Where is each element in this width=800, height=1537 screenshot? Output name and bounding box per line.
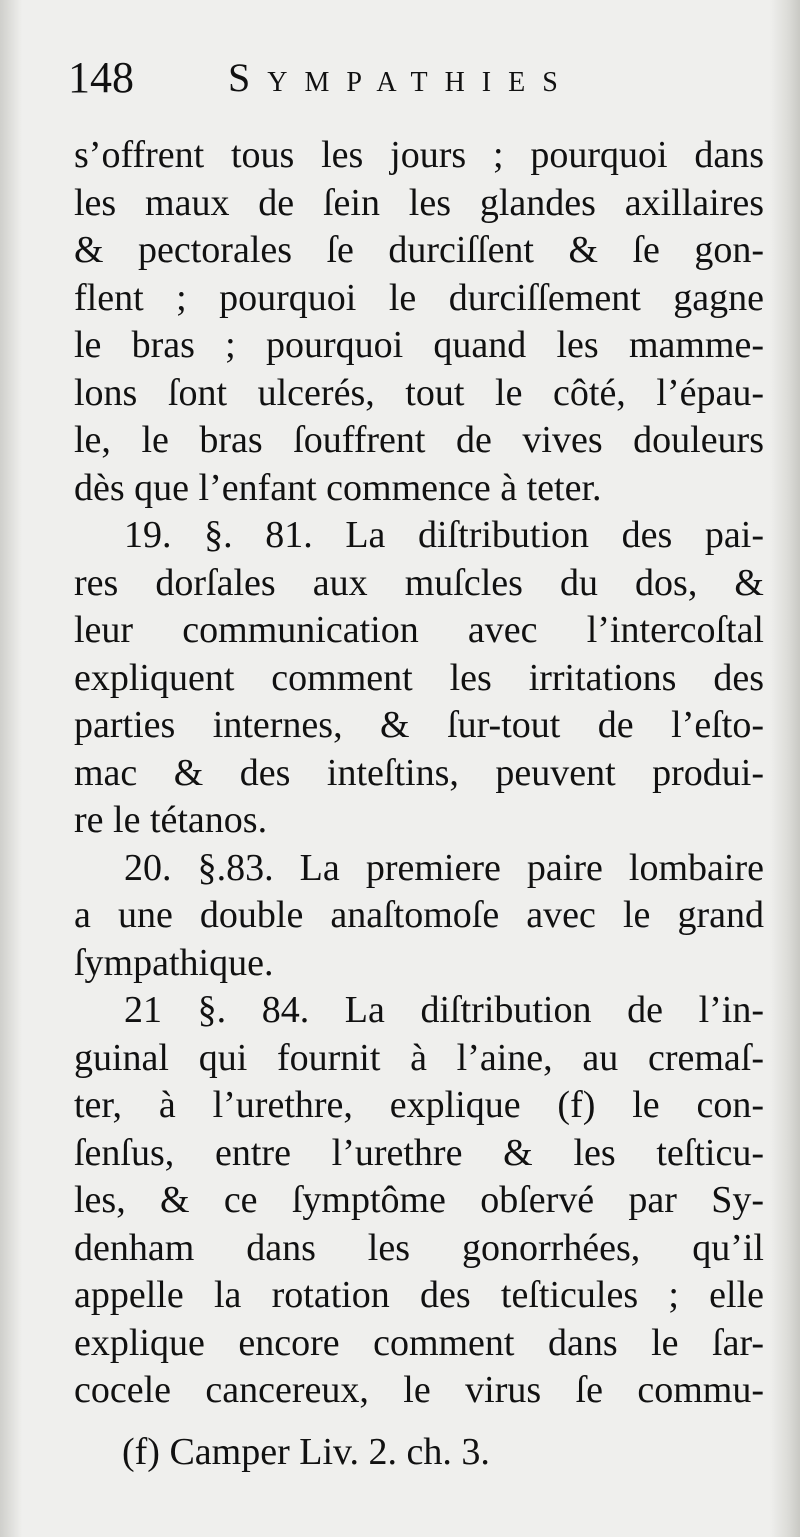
text-line: explique encore comment dans le ſar- (74, 1321, 764, 1364)
text-line: & pectorales ſe durciſſent & ſe gon- (74, 229, 764, 271)
text-line: guinal qui fournit à l’aine, au cremaſ- (74, 1036, 764, 1079)
text-line: cocele cancereux, le virus ſe commu- (74, 1369, 764, 1411)
text-line: denham dans les gonorrhées, qu’il (74, 1226, 764, 1269)
text-line: re le tétanos. (74, 799, 268, 841)
text-line: leur communication avec l’intercoſtal (74, 609, 764, 651)
text-line: lons ſont ulcerés, tout le côté, l’épau- (74, 371, 764, 414)
text-line: 19. §. 81. La diſtribution des pai- (124, 514, 764, 556)
text-line: res dorſales aux muſcles du dos, & (74, 561, 764, 604)
text-line: parties internes, & ſur-tout de l’eſto- (74, 704, 764, 746)
text-line: mac & des inteſtins, peuvent produi- (74, 751, 764, 794)
text-line: appelle la rotation des teſticules ; elle (74, 1274, 764, 1316)
page-edge (770, 0, 800, 1537)
text-line: flent ; pourquoi le durciſſement gagne (74, 276, 764, 319)
text-line: s’offrent tous les jours ; pourquoi dans (74, 134, 764, 176)
text-line: dès que l’enfant commence à teter. (74, 466, 602, 509)
running-head: Sympathies (228, 55, 575, 100)
text-line: expliquent comment les irritations des (74, 656, 764, 699)
body-text (74, 132, 764, 1415)
text-line: a une double anaſtomoſe avec le grand (74, 894, 764, 936)
text-line: ſympathique. (74, 941, 274, 984)
text-line: le, le bras ſouffrent de vives douleurs (74, 419, 764, 461)
text-line: les, & ce ſymptôme obſervé par Sy- (74, 1179, 764, 1221)
text-line: les maux de ſein les glandes axillaires (74, 181, 764, 224)
text-line: le bras ; pourquoi quand les mamme- (74, 324, 764, 366)
footnote: (f) Camper Liv. 2. ch. 3. (122, 1431, 490, 1473)
page-gutter-shadow (0, 0, 22, 1537)
text-line: 20. §.83. La premiere paire lombaire (124, 846, 764, 889)
text-line: 21 §. 84. La diſtribution de l’in- (124, 989, 764, 1031)
text-line: ter, à l’urethre, explique (f) le con- (74, 1084, 764, 1126)
page-header (68, 48, 768, 108)
text-line: ſenſus, entre l’urethre & les teſticu- (74, 1131, 764, 1174)
page-number: 148 (68, 53, 134, 102)
